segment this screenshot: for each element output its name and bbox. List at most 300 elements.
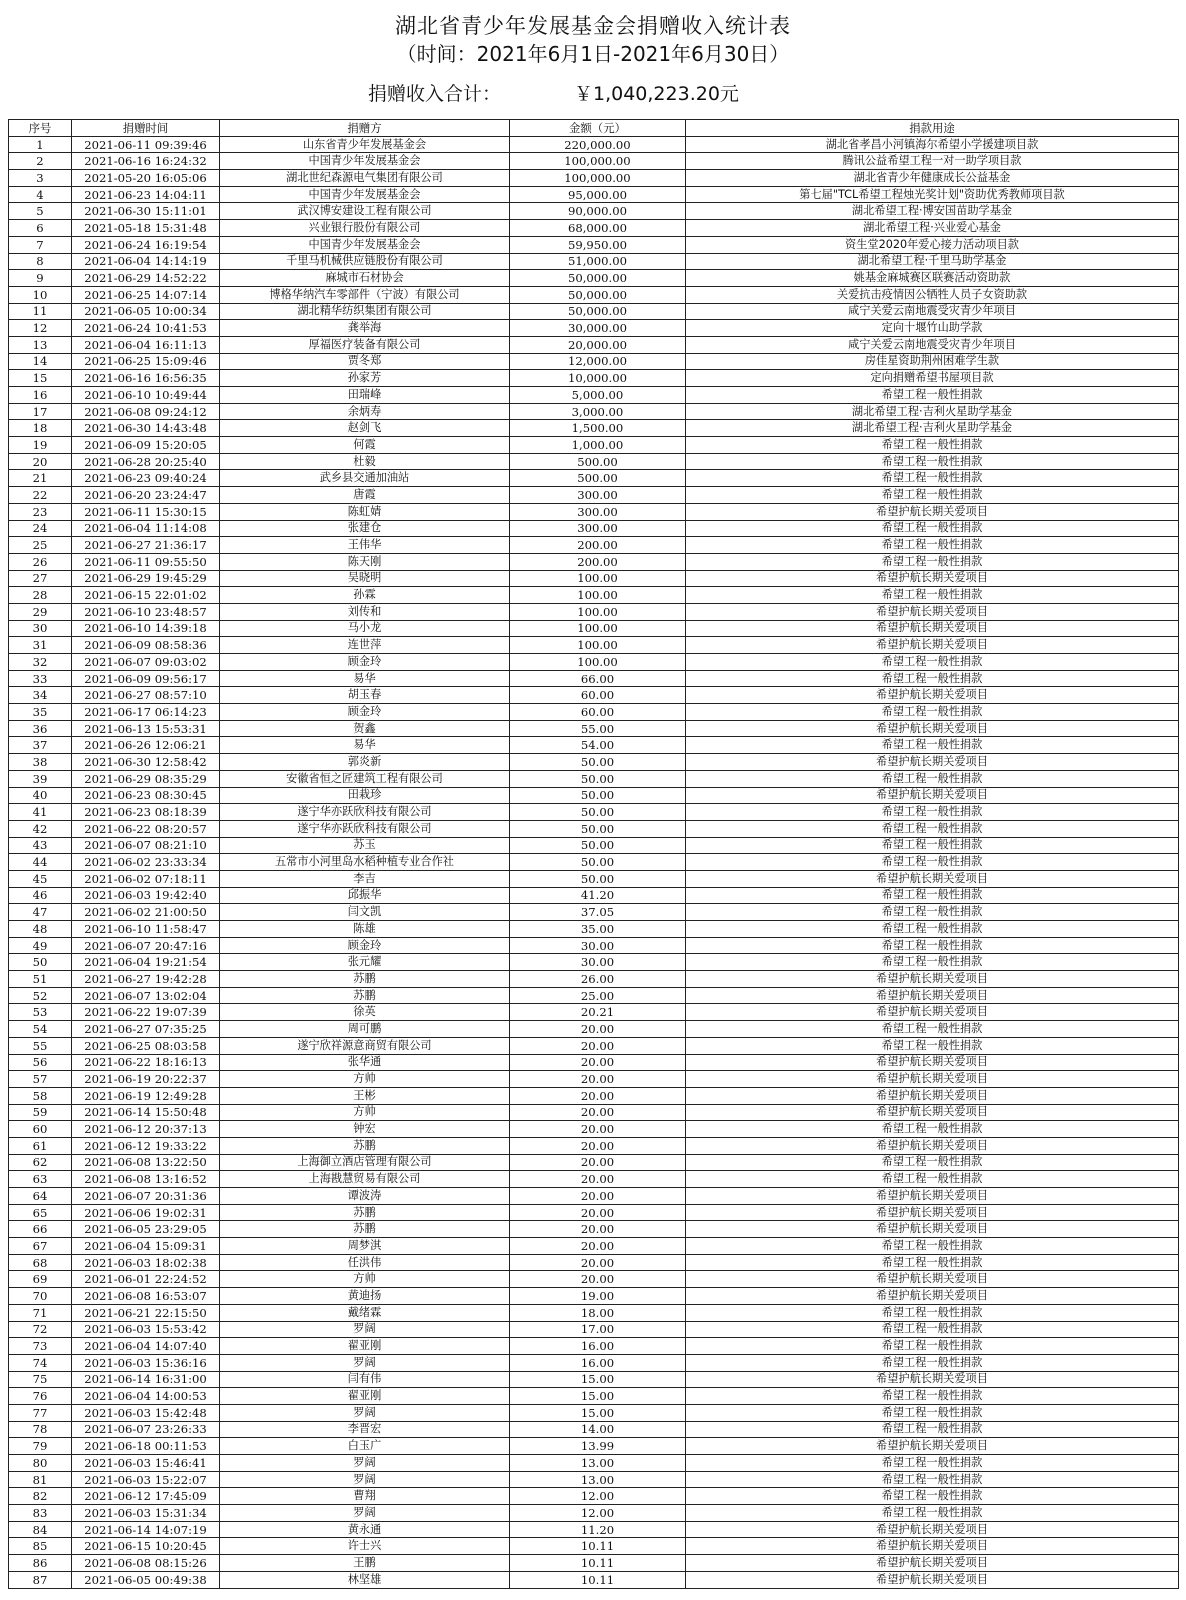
cell-index: 8 [9, 253, 72, 270]
cell-time: 2021-06-14 15:50:48 [72, 1104, 220, 1121]
cell-purpose: 希望工程一般性捐款 [686, 770, 1179, 787]
cell-time: 2021-06-07 23:26:33 [72, 1421, 220, 1438]
cell-index: 24 [9, 520, 72, 537]
cell-time: 2021-06-08 13:16:52 [72, 1171, 220, 1188]
cell-purpose: 希望工程一般性捐款 [686, 1121, 1179, 1138]
cell-amount: 100,000.00 [510, 170, 686, 187]
cell-amount: 60.00 [510, 687, 686, 704]
table-row [9, 720, 1179, 737]
cell-purpose: 湖北希望工程·博安国苗助学基金 [686, 203, 1179, 220]
table-row [9, 537, 1179, 554]
cell-time: 2021-06-25 14:07:14 [72, 286, 220, 303]
cell-time: 2021-06-12 19:33:22 [72, 1137, 220, 1154]
cell-time: 2021-06-11 09:55:50 [72, 553, 220, 570]
cell-amount: 95,000.00 [510, 186, 686, 203]
cell-index: 26 [9, 553, 72, 570]
cell-time: 2021-06-03 19:42:40 [72, 887, 220, 904]
cell-time: 2021-06-15 22:01:02 [72, 587, 220, 604]
table-row [9, 1238, 1179, 1255]
cell-purpose: 希望工程一般性捐款 [686, 837, 1179, 854]
cell-donor: 刘传和 [220, 603, 510, 620]
cell-amount: 14.00 [510, 1421, 686, 1438]
cell-time: 2021-06-05 23:29:05 [72, 1221, 220, 1238]
cell-time: 2021-06-19 12:49:28 [72, 1087, 220, 1104]
cell-donor: 钟宏 [220, 1121, 510, 1138]
cell-index: 48 [9, 921, 72, 938]
cell-purpose: 希望工程一般性捐款 [686, 654, 1179, 671]
cell-amount: 100.00 [510, 620, 686, 637]
table-row [9, 236, 1179, 253]
cell-amount: 20,000.00 [510, 336, 686, 353]
table-row [9, 153, 1179, 170]
cell-purpose: 希望工程一般性捐款 [686, 1021, 1179, 1038]
cell-donor: 胡玉春 [220, 687, 510, 704]
cell-donor: 易华 [220, 737, 510, 754]
cell-index: 44 [9, 854, 72, 871]
cell-amount: 13.00 [510, 1455, 686, 1472]
cell-purpose: 希望工程一般性捐款 [686, 1505, 1179, 1522]
cell-time: 2021-06-08 16:53:07 [72, 1288, 220, 1305]
cell-amount: 59,950.00 [510, 236, 686, 253]
cell-amount: 50.00 [510, 804, 686, 821]
cell-donor: 遂宁华亦跃欣科技有限公司 [220, 820, 510, 837]
cell-amount: 200.00 [510, 537, 686, 554]
date-range-subtitle: （时间：2021年6月1日-2021年6月30日） [396, 42, 790, 66]
table-row [9, 437, 1179, 454]
cell-donor: 苏鹏 [220, 987, 510, 1004]
cell-time: 2021-06-18 00:11:53 [72, 1438, 220, 1455]
cell-amount: 5,000.00 [510, 387, 686, 404]
cell-amount: 100.00 [510, 587, 686, 604]
column-header-index: 序号 [9, 120, 72, 137]
table-row [9, 1004, 1179, 1021]
column-header-donor: 捐赠方 [220, 120, 510, 137]
cell-index: 87 [9, 1571, 72, 1588]
cell-index: 4 [9, 186, 72, 203]
cell-amount: 20.00 [510, 1221, 686, 1238]
cell-purpose: 希望工程一般性捐款 [686, 1488, 1179, 1505]
cell-purpose: 希望工程一般性捐款 [686, 921, 1179, 938]
cell-donor: 王彬 [220, 1087, 510, 1104]
cell-time: 2021-06-23 14:04:11 [72, 186, 220, 203]
cell-purpose: 希望工程一般性捐款 [686, 954, 1179, 971]
cell-donor: 湖北世纪森源电气集团有限公司 [220, 170, 510, 187]
cell-donor: 兴业银行股份有限公司 [220, 220, 510, 237]
table-row [9, 1221, 1179, 1238]
cell-time: 2021-06-24 16:19:54 [72, 236, 220, 253]
cell-purpose: 希望工程一般性捐款 [686, 1471, 1179, 1488]
cell-donor: 翟亚刚 [220, 1338, 510, 1355]
cell-purpose: 希望护航长期关爱项目 [686, 1555, 1179, 1572]
table-row [9, 387, 1179, 404]
cell-amount: 10.11 [510, 1538, 686, 1555]
cell-amount: 51,000.00 [510, 253, 686, 270]
cell-amount: 50,000.00 [510, 270, 686, 287]
cell-index: 5 [9, 203, 72, 220]
table-row [9, 487, 1179, 504]
table-row [9, 320, 1179, 337]
cell-time: 2021-06-08 09:24:12 [72, 403, 220, 420]
cell-time: 2021-06-23 08:30:45 [72, 787, 220, 804]
cell-index: 84 [9, 1521, 72, 1538]
table-row [9, 1371, 1179, 1388]
cell-time: 2021-06-27 21:36:17 [72, 537, 220, 554]
table-row [9, 1571, 1179, 1588]
table-row [9, 1087, 1179, 1104]
cell-donor: 顾金玲 [220, 654, 510, 671]
cell-purpose: 希望工程一般性捐款 [686, 1338, 1179, 1355]
cell-donor: 遂宁欣祥源意商贸有限公司 [220, 1037, 510, 1054]
cell-purpose: 希望工程一般性捐款 [686, 587, 1179, 604]
cell-amount: 20.00 [510, 1087, 686, 1104]
cell-purpose: 希望工程一般性捐款 [686, 387, 1179, 404]
cell-amount: 20.00 [510, 1054, 686, 1071]
cell-amount: 300.00 [510, 520, 686, 537]
cell-amount: 500.00 [510, 470, 686, 487]
cell-time: 2021-06-13 15:53:31 [72, 720, 220, 737]
cell-purpose: 希望护航长期关爱项目 [686, 1538, 1179, 1555]
cell-index: 14 [9, 353, 72, 370]
cell-amount: 300.00 [510, 503, 686, 520]
cell-amount: 17.00 [510, 1321, 686, 1338]
table-row [9, 587, 1179, 604]
cell-time: 2021-06-26 12:06:21 [72, 737, 220, 754]
table-row [9, 1121, 1179, 1138]
table-row [9, 1321, 1179, 1338]
table-row [9, 570, 1179, 587]
cell-time: 2021-06-02 07:18:11 [72, 870, 220, 887]
table-row [9, 1555, 1179, 1572]
cell-amount: 20.00 [510, 1021, 686, 1038]
cell-purpose: 希望工程一般性捐款 [686, 887, 1179, 904]
cell-donor: 戴绪霖 [220, 1304, 510, 1321]
cell-time: 2021-06-14 16:31:00 [72, 1371, 220, 1388]
cell-amount: 13.00 [510, 1471, 686, 1488]
cell-purpose: 希望工程一般性捐款 [686, 453, 1179, 470]
table-row [9, 654, 1179, 671]
cell-amount: 3,000.00 [510, 403, 686, 420]
cell-purpose: 希望护航长期关爱项目 [686, 870, 1179, 887]
cell-time: 2021-06-07 09:03:02 [72, 654, 220, 671]
table-row [9, 704, 1179, 721]
cell-donor: 罗阔 [220, 1471, 510, 1488]
cell-time: 2021-06-29 19:45:29 [72, 570, 220, 587]
cell-amount: 50.00 [510, 787, 686, 804]
cell-amount: 20.00 [510, 1154, 686, 1171]
cell-donor: 苏鹏 [220, 1137, 510, 1154]
cell-index: 33 [9, 670, 72, 687]
table-row [9, 1071, 1179, 1088]
cell-index: 72 [9, 1321, 72, 1338]
cell-time: 2021-06-04 14:14:19 [72, 253, 220, 270]
cell-donor: 何霞 [220, 437, 510, 454]
table-row [9, 1154, 1179, 1171]
table-row [9, 370, 1179, 387]
cell-index: 29 [9, 603, 72, 620]
cell-purpose: 希望护航长期关爱项目 [686, 1288, 1179, 1305]
cell-index: 30 [9, 620, 72, 637]
cell-time: 2021-06-25 08:03:58 [72, 1037, 220, 1054]
cell-index: 38 [9, 754, 72, 771]
table-row [9, 1388, 1179, 1405]
cell-index: 83 [9, 1505, 72, 1522]
cell-donor: 王伟华 [220, 537, 510, 554]
table-row [9, 921, 1179, 938]
cell-index: 77 [9, 1404, 72, 1421]
cell-amount: 1,000.00 [510, 437, 686, 454]
table-row [9, 1204, 1179, 1221]
table-row [9, 1471, 1179, 1488]
cell-index: 61 [9, 1137, 72, 1154]
cell-purpose: 希望工程一般性捐款 [686, 670, 1179, 687]
cell-donor: 周可鹏 [220, 1021, 510, 1038]
cell-index: 81 [9, 1471, 72, 1488]
cell-index: 34 [9, 687, 72, 704]
cell-donor: 中国青少年发展基金会 [220, 186, 510, 203]
cell-purpose: 湖北希望工程·千里马助学基金 [686, 253, 1179, 270]
cell-time: 2021-06-29 08:35:29 [72, 770, 220, 787]
cell-amount: 50,000.00 [510, 303, 686, 320]
cell-amount: 26.00 [510, 971, 686, 988]
cell-index: 47 [9, 904, 72, 921]
cell-purpose: 希望工程一般性捐款 [686, 520, 1179, 537]
cell-donor: 湖北精华纺织集团有限公司 [220, 303, 510, 320]
cell-index: 62 [9, 1154, 72, 1171]
cell-index: 86 [9, 1555, 72, 1572]
cell-amount: 50.00 [510, 820, 686, 837]
cell-time: 2021-06-09 08:58:36 [72, 637, 220, 654]
cell-amount: 50.00 [510, 870, 686, 887]
cell-purpose: 希望工程一般性捐款 [686, 804, 1179, 821]
table-row [9, 770, 1179, 787]
table-row [9, 687, 1179, 704]
table-row [9, 1021, 1179, 1038]
cell-amount: 20.00 [510, 1188, 686, 1205]
cell-donor: 中国青少年发展基金会 [220, 153, 510, 170]
cell-amount: 15.00 [510, 1388, 686, 1405]
cell-donor: 罗阔 [220, 1505, 510, 1522]
cell-time: 2021-06-24 10:41:53 [72, 320, 220, 337]
cell-donor: 张建仓 [220, 520, 510, 537]
table-row [9, 1488, 1179, 1505]
cell-amount: 30.00 [510, 954, 686, 971]
table-row [9, 620, 1179, 637]
cell-time: 2021-06-02 21:00:50 [72, 904, 220, 921]
cell-index: 2 [9, 153, 72, 170]
table-row [9, 1538, 1179, 1555]
cell-index: 21 [9, 470, 72, 487]
cell-donor: 闫有伟 [220, 1371, 510, 1388]
cell-time: 2021-06-16 16:24:32 [72, 153, 220, 170]
cell-purpose: 希望护航长期关爱项目 [686, 1137, 1179, 1154]
column-header-purpose: 捐款用途 [686, 120, 1179, 137]
cell-purpose: 湖北希望工程·吉利火星助学基金 [686, 420, 1179, 437]
cell-time: 2021-06-30 15:11:01 [72, 203, 220, 220]
cell-index: 22 [9, 487, 72, 504]
cell-time: 2021-06-02 23:33:34 [72, 854, 220, 871]
cell-donor: 闫文凯 [220, 904, 510, 921]
cell-index: 31 [9, 637, 72, 654]
cell-time: 2021-06-04 16:11:13 [72, 336, 220, 353]
table-row [9, 1104, 1179, 1121]
cell-time: 2021-06-03 18:02:38 [72, 1254, 220, 1271]
cell-time: 2021-06-03 15:53:42 [72, 1321, 220, 1338]
cell-purpose: 希望工程一般性捐款 [686, 537, 1179, 554]
cell-donor: 贺鑫 [220, 720, 510, 737]
cell-donor: 顾金玲 [220, 937, 510, 954]
cell-donor: 孙家芳 [220, 370, 510, 387]
cell-donor: 张华通 [220, 1054, 510, 1071]
cell-purpose: 希望工程一般性捐款 [686, 937, 1179, 954]
cell-amount: 1,500.00 [510, 420, 686, 437]
cell-donor: 孙霖 [220, 587, 510, 604]
cell-index: 15 [9, 370, 72, 387]
cell-amount: 200.00 [510, 553, 686, 570]
cell-donor: 张元耀 [220, 954, 510, 971]
cell-donor: 杜毅 [220, 453, 510, 470]
cell-purpose: 希望护航长期关爱项目 [686, 971, 1179, 988]
cell-time: 2021-06-04 14:07:40 [72, 1338, 220, 1355]
table-row [9, 1288, 1179, 1305]
cell-time: 2021-06-10 23:48:57 [72, 603, 220, 620]
cell-index: 10 [9, 286, 72, 303]
cell-donor: 白玉广 [220, 1438, 510, 1455]
donation-table [8, 119, 1179, 1589]
cell-index: 20 [9, 453, 72, 470]
cell-index: 56 [9, 1054, 72, 1071]
cell-time: 2021-06-21 22:15:50 [72, 1304, 220, 1321]
cell-time: 2021-05-20 16:05:06 [72, 170, 220, 187]
table-row [9, 303, 1179, 320]
cell-donor: 苏鹏 [220, 1221, 510, 1238]
cell-index: 9 [9, 270, 72, 287]
cell-donor: 林坚雄 [220, 1571, 510, 1588]
table-row [9, 1521, 1179, 1538]
cell-index: 76 [9, 1388, 72, 1405]
cell-time: 2021-06-28 20:25:40 [72, 453, 220, 470]
table-row [9, 553, 1179, 570]
table-row [9, 270, 1179, 287]
cell-index: 43 [9, 837, 72, 854]
cell-time: 2021-06-23 09:40:24 [72, 470, 220, 487]
cell-purpose: 姚基金麻城赛区联赛活动资助款 [686, 270, 1179, 287]
cell-purpose: 湖北希望工程·兴业爱心基金 [686, 220, 1179, 237]
cell-purpose: 希望工程一般性捐款 [686, 1455, 1179, 1472]
cell-index: 25 [9, 537, 72, 554]
cell-time: 2021-06-10 14:39:18 [72, 620, 220, 637]
cell-time: 2021-06-01 22:24:52 [72, 1271, 220, 1288]
cell-amount: 60.00 [510, 704, 686, 721]
cell-donor: 五常市小河里岛水稻种植专业合作社 [220, 854, 510, 871]
cell-donor: 顾金玲 [220, 704, 510, 721]
cell-donor: 余炳寿 [220, 403, 510, 420]
cell-purpose: 希望护航长期关爱项目 [686, 503, 1179, 520]
cell-donor: 翟亚刚 [220, 1388, 510, 1405]
table-row [9, 971, 1179, 988]
cell-time: 2021-06-16 16:56:35 [72, 370, 220, 387]
table-row [9, 870, 1179, 887]
cell-purpose: 定向十堰竹山助学款 [686, 320, 1179, 337]
cell-purpose: 希望护航长期关爱项目 [686, 1271, 1179, 1288]
cell-donor: 厚福医疗装备有限公司 [220, 336, 510, 353]
cell-donor: 李吉 [220, 870, 510, 887]
cell-amount: 10,000.00 [510, 370, 686, 387]
table-row [9, 1455, 1179, 1472]
cell-time: 2021-06-15 10:20:45 [72, 1538, 220, 1555]
cell-amount: 20.21 [510, 1004, 686, 1021]
cell-donor: 苏鹏 [220, 1204, 510, 1221]
table-row [9, 670, 1179, 687]
cell-amount: 20.00 [510, 1104, 686, 1121]
cell-time: 2021-06-23 08:18:39 [72, 804, 220, 821]
cell-index: 70 [9, 1288, 72, 1305]
table-row [9, 420, 1179, 437]
cell-time: 2021-06-11 15:30:15 [72, 503, 220, 520]
cell-amount: 41.20 [510, 887, 686, 904]
cell-index: 50 [9, 954, 72, 971]
cell-index: 66 [9, 1221, 72, 1238]
cell-purpose: 希望工程一般性捐款 [686, 1321, 1179, 1338]
cell-donor: 徐英 [220, 1004, 510, 1021]
cell-index: 55 [9, 1037, 72, 1054]
cell-index: 80 [9, 1455, 72, 1472]
cell-amount: 90,000.00 [510, 203, 686, 220]
cell-index: 36 [9, 720, 72, 737]
cell-donor: 赵剑飞 [220, 420, 510, 437]
cell-amount: 20.00 [510, 1254, 686, 1271]
cell-time: 2021-06-22 08:20:57 [72, 820, 220, 837]
cell-index: 63 [9, 1171, 72, 1188]
cell-time: 2021-06-06 19:02:31 [72, 1204, 220, 1221]
cell-index: 13 [9, 336, 72, 353]
cell-purpose: 希望护航长期关爱项目 [686, 603, 1179, 620]
cell-index: 16 [9, 387, 72, 404]
cell-donor: 千里马机械供应链股份有限公司 [220, 253, 510, 270]
cell-donor: 马小龙 [220, 620, 510, 637]
cell-index: 59 [9, 1104, 72, 1121]
cell-index: 71 [9, 1304, 72, 1321]
cell-purpose: 咸宁关爱云南地震受灾青少年项目 [686, 303, 1179, 320]
table-row [9, 1404, 1179, 1421]
cell-time: 2021-05-18 15:31:48 [72, 220, 220, 237]
cell-donor: 许士兴 [220, 1538, 510, 1555]
cell-index: 73 [9, 1338, 72, 1355]
cell-time: 2021-06-12 20:37:13 [72, 1121, 220, 1138]
cell-purpose: 湖北希望工程·吉利火星助学基金 [686, 403, 1179, 420]
cell-donor: 田栽珍 [220, 787, 510, 804]
cell-time: 2021-06-07 20:31:36 [72, 1188, 220, 1205]
table-row [9, 603, 1179, 620]
cell-purpose: 希望工程一般性捐款 [686, 1388, 1179, 1405]
cell-purpose: 希望工程一般性捐款 [686, 437, 1179, 454]
cell-time: 2021-06-04 14:00:53 [72, 1388, 220, 1405]
cell-time: 2021-06-10 11:58:47 [72, 921, 220, 938]
table-row [9, 520, 1179, 537]
cell-amount: 20.00 [510, 1271, 686, 1288]
cell-time: 2021-06-25 15:09:46 [72, 353, 220, 370]
cell-time: 2021-06-09 09:56:17 [72, 670, 220, 687]
cell-time: 2021-06-03 15:31:34 [72, 1505, 220, 1522]
cell-purpose: 希望工程一般性捐款 [686, 737, 1179, 754]
cell-donor: 上海戡慧贸易有限公司 [220, 1171, 510, 1188]
cell-index: 74 [9, 1354, 72, 1371]
cell-purpose: 希望工程一般性捐款 [686, 1171, 1179, 1188]
cell-index: 42 [9, 820, 72, 837]
cell-donor: 黄永通 [220, 1521, 510, 1538]
cell-donor: 方帅 [220, 1271, 510, 1288]
cell-amount: 50,000.00 [510, 286, 686, 303]
cell-donor: 武乡县交通加油站 [220, 470, 510, 487]
